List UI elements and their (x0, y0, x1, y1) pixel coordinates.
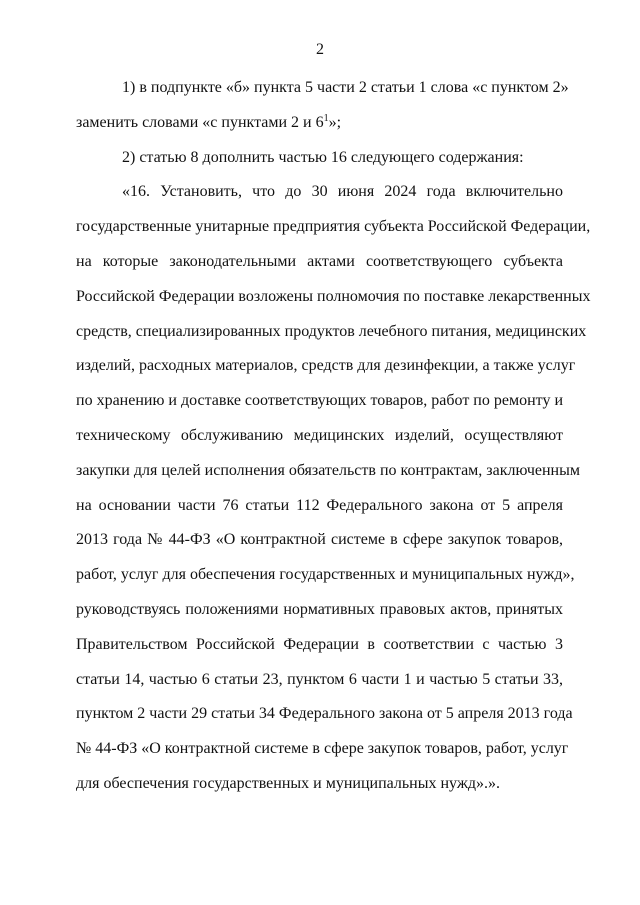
amend-text-end: »; (328, 113, 342, 131)
quote-line: статьи 14, частью 6 статьи 23, пунктом 6 части 1 и частью 5 статьи 33, (76, 670, 563, 688)
quote-line: № 44-ФЗ «О контрактной системе в сфере закупок товаров, работ, услуг (76, 740, 569, 758)
paragraph-1-line: 1) в подпункте «б» пункта 5 части 2 статьи 1 слова «с пунктом 2» (122, 79, 569, 96)
quote-line: «16. Установить, что до 30 июня 2024 года включительно (122, 183, 563, 201)
quote-line: изделий, расходных материалов, средств для дезинфекции, а также услуг (76, 357, 576, 375)
quote-line: закупки для целей исполнения обязательств по контрактам, заключенным (76, 461, 580, 479)
document-body (76, 76, 591, 807)
superscript-one: 1 (323, 112, 329, 124)
quote-line: техническому обслуживанию медицинских изделий, осуществляют (76, 426, 563, 444)
quote-line: государственные унитарные предприятия субъекта Российской Федерации, (76, 218, 591, 236)
quote-line: 2013 года № 44-ФЗ «О контрактной системе в сфере закупок товаров, (76, 531, 563, 549)
page-number: 2 (316, 41, 324, 58)
quote-line: руководствуясь положениями нормативных правовых актов, принятых (76, 600, 563, 618)
quote-line: работ, услуг для обеспечения государственных и муниципальных нужд», (76, 566, 575, 584)
quote-line: пунктом 2 части 29 статьи 34 Федерального закона от 5 апреля 2013 года (76, 705, 573, 723)
quote-line: средств, специализированных продуктов лечебного питания, медицинских (76, 322, 587, 340)
quote-line: Правительством Российской Федерации в соответствии с частью 3 (76, 635, 563, 653)
quote-line: на которые законодательными актами соответствующего субъекта (76, 252, 563, 270)
amend-text: заменить словами «с пунктами 2 и 6 (76, 113, 324, 131)
quote-line: Российской Федерации возложены полномочия по поставке лекарственных (76, 287, 591, 305)
paragraph-2-line: 2) статью 8 дополнить частью 16 следующего содержания: (122, 148, 524, 166)
quote-line: по хранению и доставке соответствующих товаров, работ по ремонту и (76, 392, 563, 410)
quote-line: на основании части 76 статьи 112 Федерального закона от 5 апреля (76, 496, 563, 514)
paragraph-1-line-end (76, 111, 563, 146)
quote-line-last: для обеспечения государственных и муниципальных нужд».». (76, 774, 501, 792)
